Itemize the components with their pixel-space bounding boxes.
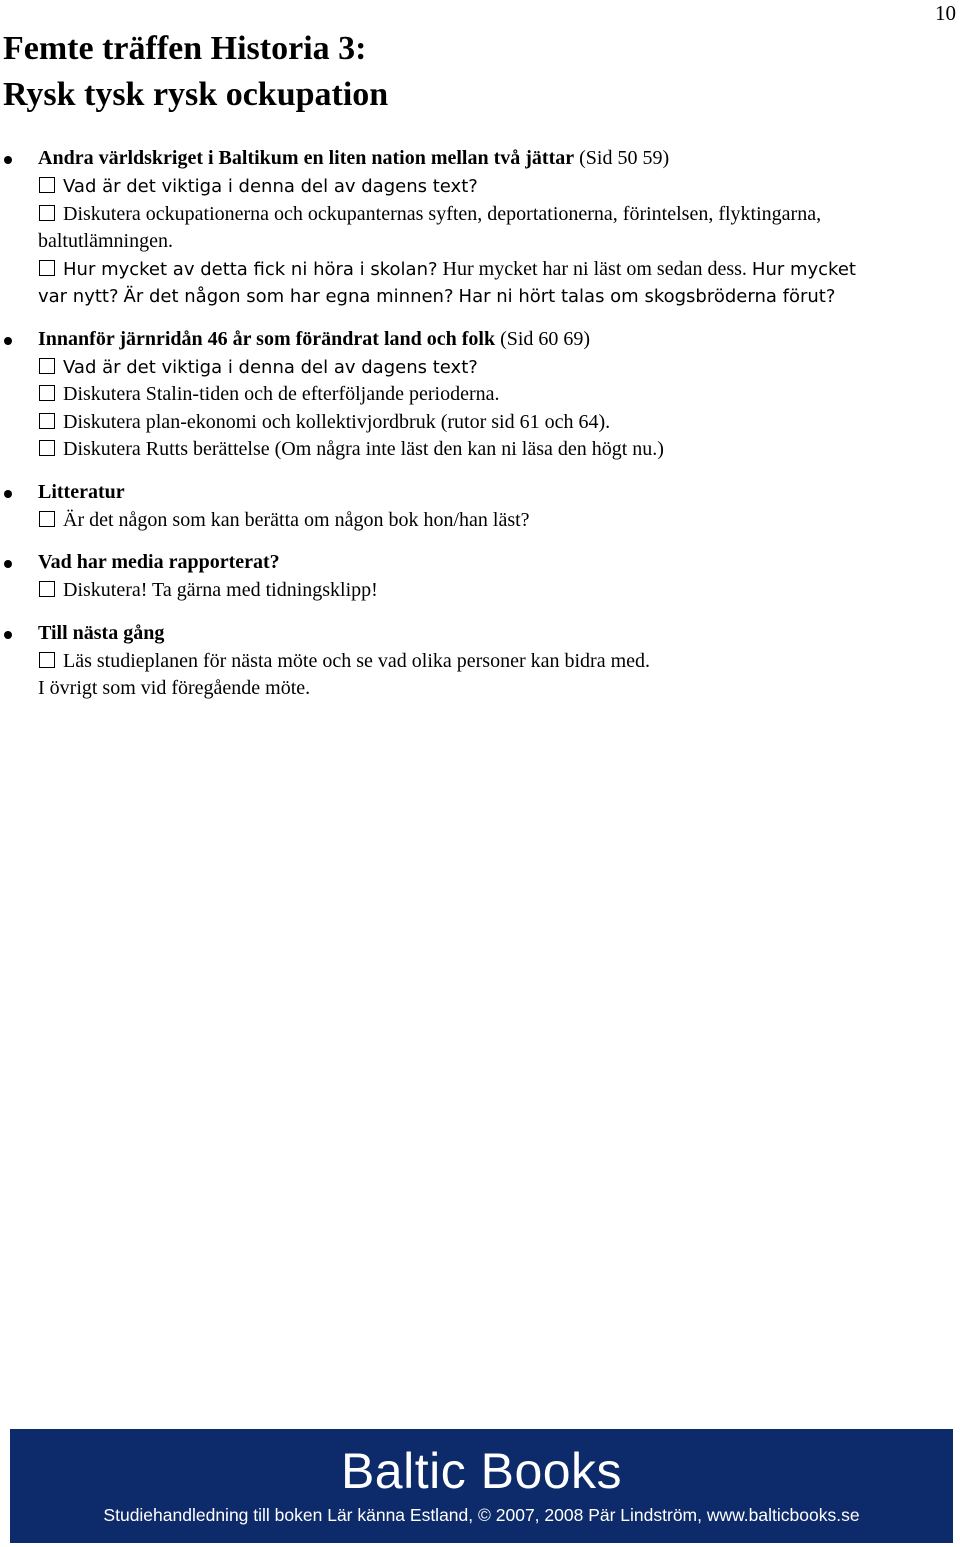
list-item: Vad är det viktiga i denna del av dagens text? [38,173,960,201]
checkbox-icon [39,581,55,597]
section-heading-text: Vad har media rapporterat? [38,551,280,573]
section-media [0,548,960,605]
section-andra-varldskriget [0,144,960,311]
bullet-icon [4,631,12,639]
list-item: Vad är det viktiga i denna del av dagens text? [38,354,960,382]
list-item-continuation: baltutlämningen. [38,230,173,252]
list-item: Diskutera! Ta gärna med tidningsklipp! [38,577,960,605]
section-heading [38,619,960,648]
checkbox-icon [39,205,55,221]
checkbox-icon [39,385,55,401]
list-item: Diskutera ockupationerna och ockupanternas syften, deportationerna, förintelsen, flyktingarna, [38,201,960,229]
section-heading-text: Innanför järnridån 46 år som förändrat land och folk [38,327,496,350]
list-item: Diskutera plan-ekonomi och kollektivjordbruk (rutor sid 61 och 64). [38,409,960,437]
section-heading-text: Litteratur [38,480,125,503]
section-litteratur [0,478,960,535]
page-title [3,26,388,118]
list-item: Läs studieplanen för nästa möte och se vad olika personer kan bidra med. [38,648,960,676]
bullet-icon [4,560,12,568]
footer-banner [10,1429,953,1543]
page-reference: (Sid 50 59) [579,147,670,169]
section-heading [38,325,960,354]
checkbox-icon [39,358,55,374]
list-item: Är det någon som kan berätta om någon bok hon/han läst? [38,507,960,535]
section-till-nasta-gang [0,619,960,703]
checkbox-icon [39,652,55,668]
list-item: Diskutera Stalin-tiden och de efterföljande perioderna. [38,381,960,409]
checkbox-icon [39,511,55,527]
section-heading [38,478,960,507]
checkbox-icon [39,413,55,429]
title-line-2: Rysk tysk rysk ockupation [3,76,389,113]
section-heading-text: Till nästa gång [38,621,165,644]
list-item: Diskutera Rutts berättelse (Om några inte läst den kan ni läsa den högt nu.) [38,436,960,464]
checkbox-icon [39,440,55,456]
section-innanfor-jarnridan [0,325,960,464]
bullet-icon [4,490,12,498]
bullet-icon [4,156,12,164]
list-item-note: I övrigt som vid föregående möte. [38,677,311,699]
page-number: 10 [935,1,956,25]
list-item: Hur mycket av detta fick ni höra i skolan? Hur mycket har ni läst om sedan dess. Hur mycket [38,256,960,284]
section-heading [38,548,960,577]
list-item-continuation: var nytt? Är det någon som har egna minnen? Har ni hört talas om skogsbröderna förut? [38,286,836,307]
title-line-1: Femte träffen Historia 3: [3,30,367,67]
checkbox-icon [39,177,55,193]
bullet-icon [4,337,12,345]
section-heading [38,144,960,173]
brand-logo: Baltic Books [340,1443,623,1499]
footer-credits: Studiehandledning till boken Lär känna Estland, © 2007, 2008 Pär Lindström, www.balticbooks.se [103,1505,860,1525]
discussion-sections [0,144,960,717]
checkbox-icon [39,260,55,276]
section-heading-text: Andra världskriget i Baltikum en liten nation mellan två jättar [38,147,575,169]
page-reference: (Sid 60 69) [500,327,591,350]
